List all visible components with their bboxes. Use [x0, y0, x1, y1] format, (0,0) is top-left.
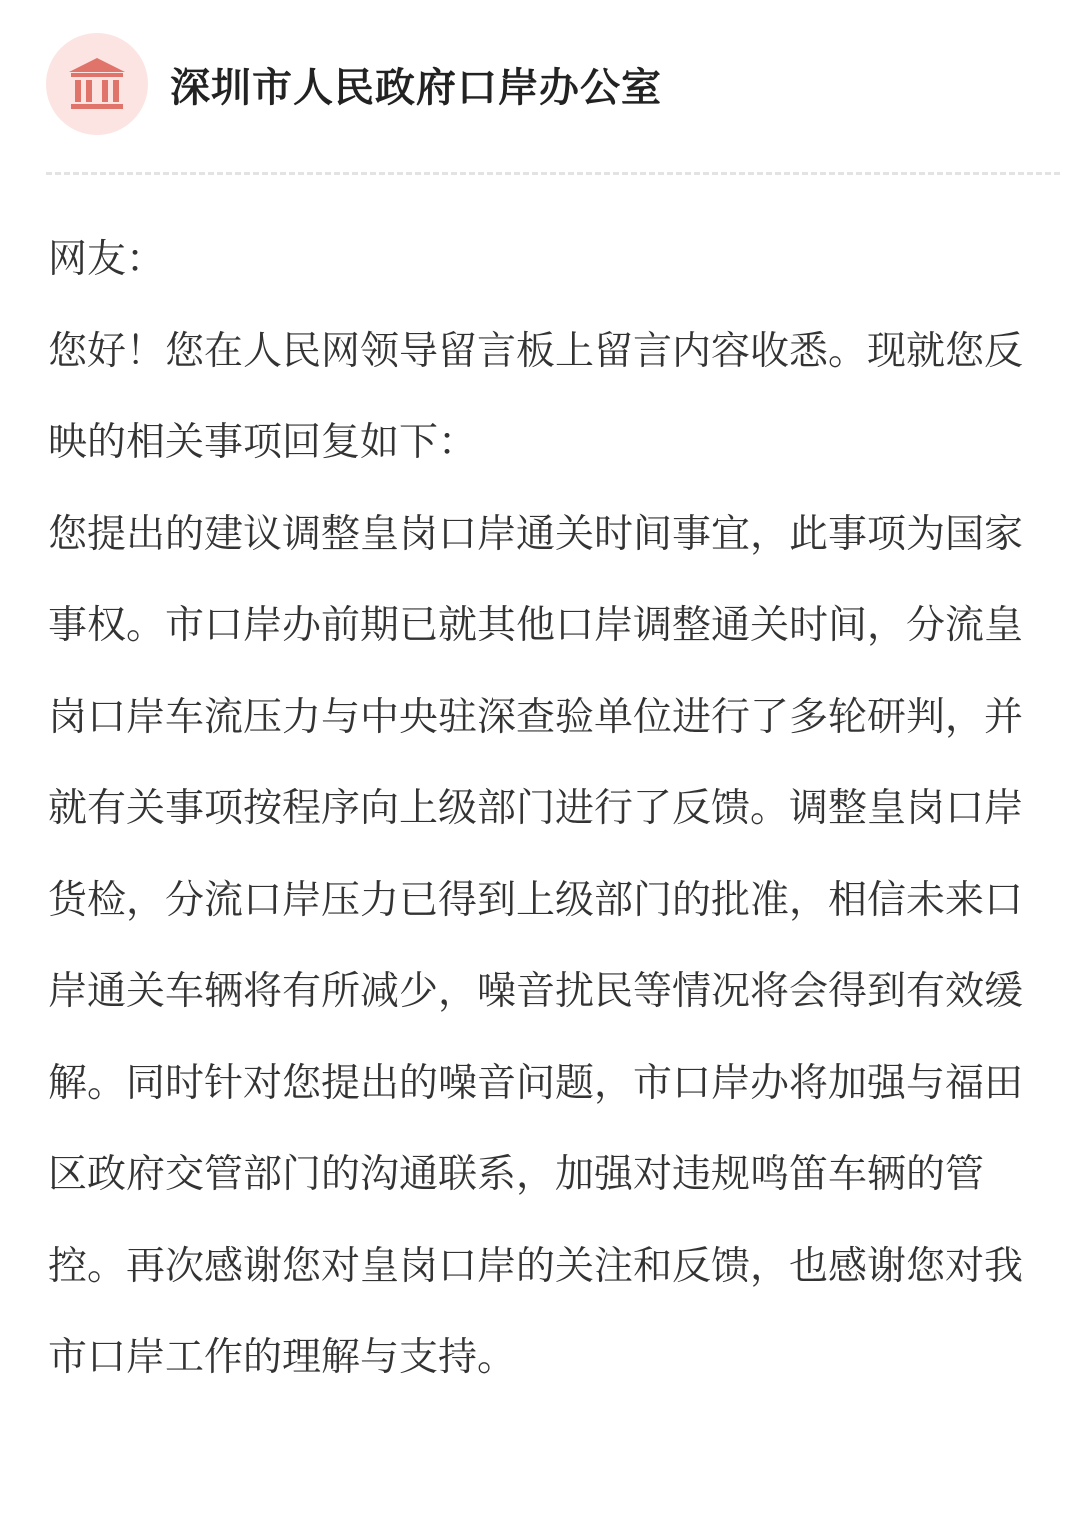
org-avatar[interactable] [46, 33, 148, 135]
org-name[interactable]: 深圳市人民政府口岸办公室 [170, 64, 662, 111]
reply-paragraph-body: 您提出的建议调整皇岗口岸通关时间事宜，此事项为国家事权。市口岸办前期已就其他口岸调整通关时间，分流皇岗口岸车流压力与中央驻深查验单位进行了多轮研判，并就有关事项按程序向上级部门进行了反馈。调整皇岗口岸货检，分流口岸压力已得到上级部门的批准，相信未来口岸通关车辆将有所减少，噪音扰民等情况将会得到有效缓解。同时针对您提出的噪音问题，市口岸办将加强与福田区政府交管部门的沟通联系，加强对违规鸣笛车辆的管控。再次感谢您对皇岗口岸的关注和反馈，也感谢您对我市口岸工作的理解与支持。 [48, 511, 1024, 1380]
reply-paragraph-intro: 您好！您在人民网领导留言板上留言内容收悉。现就您反映的相关事项回复如下： [48, 328, 1024, 465]
reply-content [48, 214, 1038, 1404]
government-building-icon [67, 56, 127, 112]
reply-header [46, 32, 1046, 136]
header-divider [46, 172, 1060, 175]
reply-salutation: 网友： [48, 237, 166, 282]
